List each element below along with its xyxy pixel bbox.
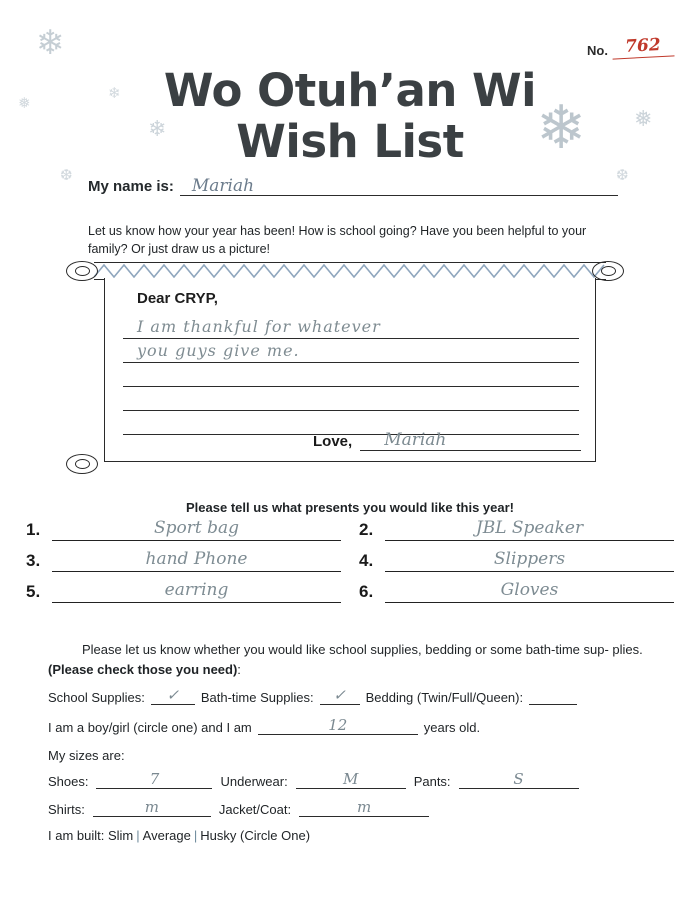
presents-row [26, 580, 674, 603]
letter-line-text: you guys give me. [137, 341, 300, 360]
instructions-text: Let us know how your year has been! How is school going? Have you been helpful to your family? Or just draw us a picture! [88, 224, 587, 257]
bedding-label: Bedding (Twin/Full/Queen): [365, 690, 524, 705]
snowflake-icon: ❆ [616, 167, 629, 184]
scroll-curl-left-icon [66, 261, 98, 281]
letter-line[interactable] [123, 387, 579, 411]
present-value[interactable]: JBL Speaker [385, 518, 674, 541]
letter-signature-row[interactable] [123, 430, 581, 451]
present-item[interactable] [359, 549, 674, 572]
present-number: 4. [359, 551, 374, 570]
letter-sign-label: Love, [313, 433, 353, 450]
letter-line[interactable] [123, 339, 579, 363]
present-value[interactable]: Slippers [385, 549, 674, 572]
letter-greeting: Dear CRYP, [137, 290, 218, 307]
supplies-paragraph-colon: : [237, 661, 241, 677]
bath-supplies-label: Bath-time Supplies: [200, 690, 314, 705]
present-number: 3. [26, 551, 41, 570]
letter-line-text: I am thankful for whatever [137, 317, 381, 336]
supplies-paragraph [48, 640, 652, 679]
snowflake-icon: ❄ [108, 85, 121, 102]
bath-supplies-checkbox[interactable] [320, 688, 360, 705]
present-item[interactable] [359, 580, 674, 603]
present-number: 2. [359, 520, 374, 539]
form-number-value: 762 [611, 34, 674, 59]
gender-age-prefix: I am a boy/girl (circle one) and I am [48, 720, 252, 735]
shoes-value: 7 [149, 770, 160, 788]
supplies-paragraph-bold: (Please check those you need) [48, 661, 238, 677]
letter-body [104, 278, 596, 462]
name-field-value[interactable]: Mariah [180, 176, 618, 196]
build-prefix: I am built: [48, 828, 105, 843]
sizes-label: My sizes are: [48, 748, 125, 763]
shoes-field[interactable] [96, 772, 212, 789]
scroll-curl-right-icon [592, 261, 624, 281]
pants-label: Pants: [413, 774, 451, 789]
zigzag-decoration [94, 264, 606, 278]
shoes-label: Shoes: [48, 774, 89, 789]
gender-age-row [48, 718, 654, 735]
present-item[interactable] [26, 549, 341, 572]
present-number: 5. [26, 582, 41, 601]
sizes-row-2 [48, 800, 654, 817]
letter-line[interactable] [123, 315, 579, 339]
jacket-field[interactable] [299, 800, 429, 817]
form-number-label: No. [587, 43, 608, 58]
underwear-label: Underwear: [220, 774, 288, 789]
supplies-checkbox-row [48, 688, 654, 705]
build-suffix: (Circle One) [239, 828, 311, 843]
supplies-form [48, 688, 654, 843]
present-value[interactable]: Sport bag [52, 518, 341, 541]
letter-signature-value[interactable]: Mariah [360, 430, 581, 451]
school-supplies-checkbox[interactable] [151, 688, 195, 705]
letter-line[interactable] [123, 363, 579, 387]
letter-scroll [62, 262, 628, 482]
present-value[interactable]: earring [52, 580, 341, 603]
present-number: 1. [26, 520, 41, 539]
pants-field[interactable] [459, 772, 579, 789]
sizes-row-1 [48, 772, 654, 789]
school-supplies-label: School Supplies: [48, 690, 145, 705]
school-supplies-value: ✓ [166, 686, 180, 704]
gender-age-suffix: years old. [423, 720, 481, 735]
snowflake-icon: ❄ [148, 116, 167, 141]
presents-list [26, 518, 674, 611]
snowflake-icon: ❄ [36, 24, 65, 62]
supplies-paragraph-line2: plies. [612, 642, 643, 657]
shirts-value: m [144, 798, 159, 816]
pants-value: S [513, 770, 524, 788]
jacket-value: m [356, 798, 372, 816]
jacket-label: Jacket/Coat: [218, 802, 292, 817]
page-title-line2: Wish List [236, 114, 464, 168]
page-title-line1: Wo Otuh’an Wi [163, 64, 537, 117]
underwear-value: M [343, 770, 359, 788]
age-value: 12 [328, 716, 348, 734]
build-row: I am built: Slim | Average | Husky (Circle One) [48, 828, 311, 843]
present-value[interactable]: Gloves [385, 580, 674, 603]
page-title [0, 66, 700, 168]
underwear-field[interactable] [296, 772, 406, 789]
form-number [587, 36, 674, 58]
age-field[interactable] [258, 718, 418, 735]
presents-heading: Please tell us what presents you would like this year! [186, 500, 514, 515]
shirts-label: Shirts: [48, 802, 85, 817]
name-field[interactable] [88, 176, 618, 196]
name-field-label: My name is: [88, 178, 174, 195]
build-option-husky[interactable]: Husky [200, 828, 237, 843]
build-option-average[interactable]: Average [142, 828, 191, 843]
supplies-paragraph-line1: Please let us know whether you would like school supplies, bedding or some bath-time sup- [82, 642, 609, 657]
present-item[interactable] [26, 580, 341, 603]
snowflake-icon: ❅ [18, 95, 31, 112]
bedding-checkbox[interactable] [529, 688, 577, 705]
scroll-curl-bottom-icon [66, 454, 98, 474]
presents-row [26, 518, 674, 541]
snowflake-icon: ❄ [536, 94, 587, 161]
present-value[interactable]: hand Phone [52, 549, 341, 572]
presents-row [26, 549, 674, 572]
shirts-field[interactable] [93, 800, 211, 817]
snowflake-icon: ❆ [60, 167, 73, 184]
present-item[interactable] [359, 518, 674, 541]
snowflake-icon: ❅ [634, 106, 653, 131]
present-number: 6. [359, 582, 374, 601]
build-option-slim[interactable]: Slim [107, 828, 134, 843]
present-item[interactable] [26, 518, 341, 541]
bath-supplies-value: ✓ [333, 686, 346, 704]
